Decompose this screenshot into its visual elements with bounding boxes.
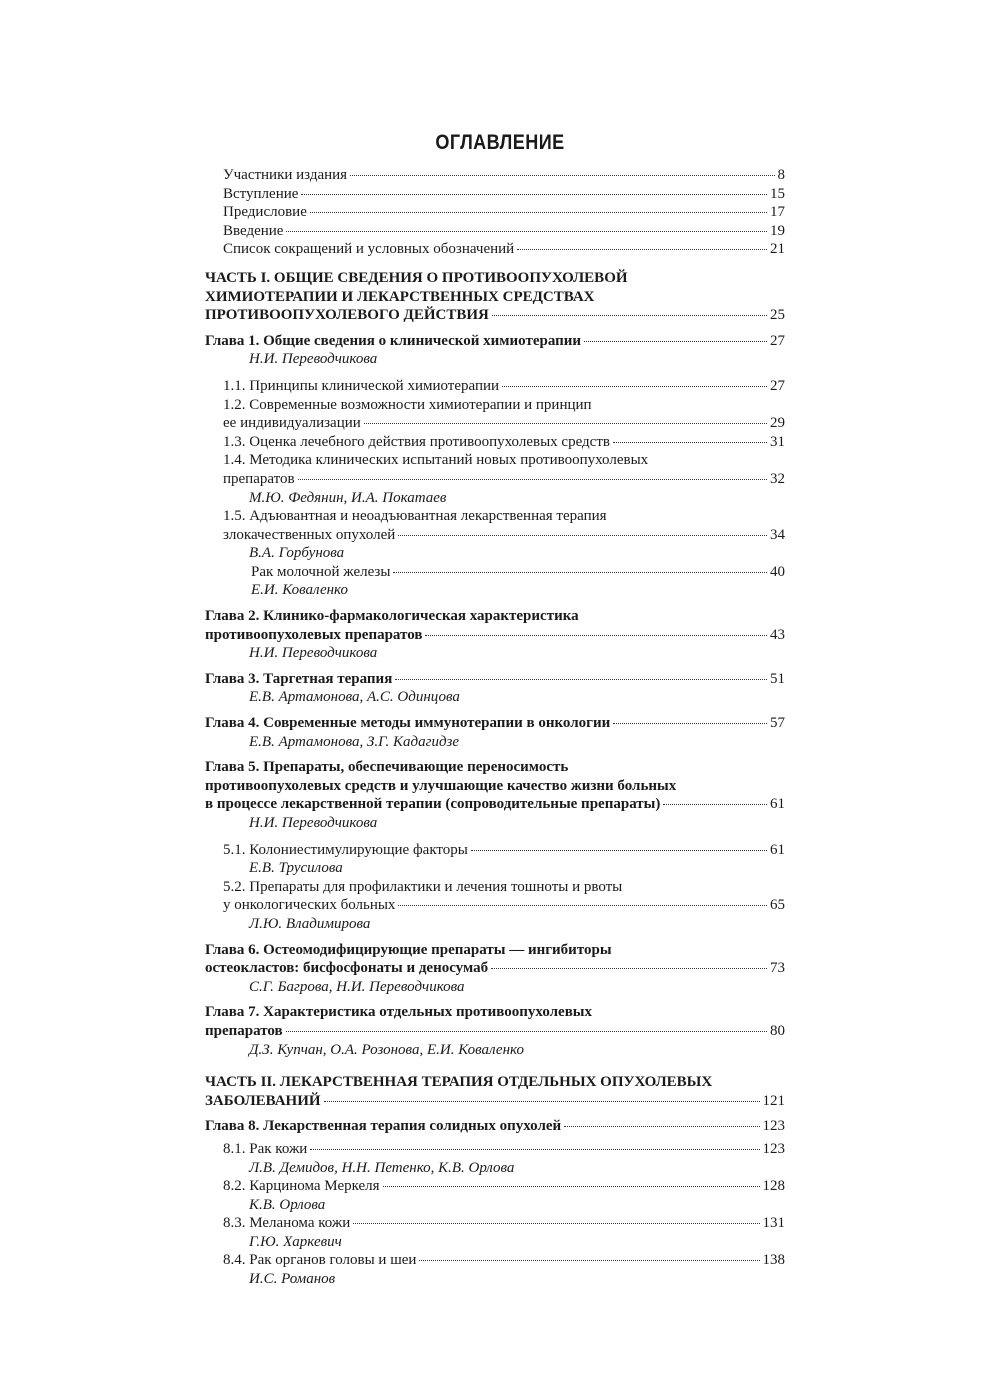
- leader-dots: [613, 723, 767, 724]
- leader-dots: [613, 442, 767, 443]
- toc-page-number: 43: [770, 626, 785, 643]
- toc-section-8-1[interactable]: [205, 1140, 785, 1177]
- toc-entry-intro[interactable]: [205, 185, 785, 204]
- chapter-author: Д.З. Купчан, О.А. Розонова, Е.И. Коваленко: [249, 1041, 524, 1058]
- section-title: 8.4. Рак органов головы и шеи: [223, 1252, 417, 1269]
- section-author: Е.В. Трусилова: [249, 860, 343, 877]
- toc-page-number: 19: [770, 222, 785, 239]
- leader-dots: [663, 804, 767, 805]
- toc-chapter-1[interactable]: [205, 332, 785, 369]
- chapter-title: Глава 1. Общие сведения о клинической химиотерапии: [205, 332, 582, 349]
- leader-dots: [301, 194, 767, 195]
- toc-page-number: 61: [770, 796, 785, 813]
- chapter-title-line: в процессе лекарственной терапии (сопроводительные препараты): [205, 796, 661, 813]
- chapter-author: Е.В. Артамонова, З.Г. Кадагидзе: [249, 733, 460, 750]
- toc-entry-label: Участники издания: [223, 167, 348, 183]
- leader-dots: [350, 175, 774, 176]
- chapter-title: Глава 3. Таргетная терапия: [205, 670, 393, 687]
- toc-section-8-2[interactable]: [205, 1177, 785, 1214]
- chapter-title-line: противоопухолевых препаратов: [205, 626, 423, 643]
- chapter-title-line: противоопухолевых средств и улучшающие качество жизни больных: [205, 777, 677, 794]
- section-title: 8.2. Карцинома Меркеля: [223, 1178, 380, 1195]
- section-author: Е.И. Коваленко: [251, 582, 349, 599]
- leader-dots: [286, 1031, 767, 1032]
- toc-section-1-4[interactable]: [205, 451, 785, 507]
- leader-dots: [298, 479, 767, 480]
- leader-dots: [286, 231, 767, 232]
- toc-page-number: 138: [762, 1252, 785, 1269]
- toc-section-1-5[interactable]: [205, 507, 785, 563]
- leader-dots: [310, 212, 767, 213]
- chapter-title-line: Глава 2. Клинико-фармакологическая характеристика: [205, 608, 579, 625]
- section-author: Г.Ю. Харкевич: [249, 1233, 342, 1250]
- toc-section-1-1[interactable]: [205, 377, 785, 396]
- toc-chapter-7[interactable]: [205, 1003, 785, 1059]
- toc-page-number: 73: [770, 960, 785, 977]
- part-title-line: ЧАСТЬ II. ЛЕКАРСТВЕННАЯ ТЕРАПИЯ ОТДЕЛЬНЫХ ОПУХОЛЕВЫХ: [205, 1074, 713, 1091]
- section-author: В.А. Горбунова: [249, 545, 345, 562]
- toc-chapter-5[interactable]: [205, 758, 785, 832]
- toc-page-number: 121: [762, 1092, 785, 1109]
- leader-dots: [310, 1149, 759, 1150]
- section-author: И.С. Романов: [249, 1271, 336, 1288]
- chapter-author: Н.И. Переводчикова: [249, 645, 378, 662]
- leader-dots: [393, 572, 767, 573]
- toc-entry-participants[interactable]: [205, 166, 785, 185]
- section-title: 8.1. Рак кожи: [223, 1140, 308, 1157]
- chapter-title: Глава 8. Лекарственная терапия солидных опухолей: [205, 1118, 562, 1135]
- chapter-title-line: остеокластов: бисфосфонаты и деносумаб: [205, 960, 489, 977]
- leader-dots: [517, 249, 767, 250]
- toc-entry-label: Предисловие: [223, 204, 307, 221]
- toc-chapter-6[interactable]: [205, 941, 785, 997]
- section-title-line: злокачественных опухолей: [223, 526, 396, 543]
- chapter-title-line: препаратов: [205, 1022, 283, 1039]
- toc-page-number: 27: [770, 377, 785, 394]
- toc-section-8-4[interactable]: [205, 1251, 785, 1288]
- toc-page-number: 57: [770, 715, 785, 732]
- part-title-line: ЧАСТЬ I. ОБЩИЕ СВЕДЕНИЯ О ПРОТИВООПУХОЛЕВОЙ: [205, 269, 628, 286]
- toc-page-number: 123: [762, 1140, 785, 1157]
- leader-dots: [471, 850, 767, 851]
- toc-section-8-3[interactable]: [205, 1214, 785, 1251]
- toc-entry-introduction[interactable]: [205, 222, 785, 241]
- toc-page-number: 65: [770, 897, 785, 914]
- chapter-author: Н.И. Переводчикова: [249, 351, 378, 368]
- toc-page-number: 8: [777, 167, 785, 183]
- section-title: 1.3. Оценка лечебного действия противоопухолевых средств: [223, 433, 610, 450]
- toc-chapter-8[interactable]: [205, 1117, 785, 1136]
- section-title-line: 1.2. Современные возможности химиотерапии и принцип: [223, 396, 592, 413]
- chapter-title: Глава 4. Современные методы иммунотерапии в онкологии: [205, 715, 611, 732]
- section-author: К.В. Орлова: [249, 1196, 326, 1213]
- toc-page-number: 131: [762, 1215, 785, 1232]
- toc-page-number: 128: [762, 1178, 785, 1195]
- toc-part-2[interactable]: [205, 1073, 785, 1110]
- toc-chapter-4[interactable]: [205, 714, 785, 751]
- section-title-line: у онкологических больных: [223, 897, 396, 914]
- toc-page-number: 32: [770, 470, 785, 487]
- toc-subsection-breast-cancer[interactable]: [205, 563, 785, 600]
- toc-page-number: 25: [770, 307, 785, 324]
- leader-dots: [383, 1186, 760, 1187]
- leader-dots: [564, 1126, 759, 1127]
- section-title-line: 1.5. Адъювантная и неоадъювантная лекарственная терапия: [223, 508, 607, 525]
- part-title-line: ЗАБОЛЕВАНИЙ: [205, 1092, 321, 1109]
- leader-dots: [324, 1101, 760, 1102]
- toc-page-number: 27: [770, 332, 785, 349]
- leader-dots: [425, 635, 767, 636]
- leader-dots: [491, 968, 767, 969]
- toc-chapter-2[interactable]: [205, 607, 785, 663]
- part-title-line: ХИМИОТЕРАПИИ И ЛЕКАРСТВЕННЫХ СРЕДСТВАХ: [205, 288, 595, 305]
- toc-page-number: 17: [770, 204, 785, 221]
- toc-section-5-2[interactable]: [205, 878, 785, 934]
- section-author: Л.Ю. Владимирова: [249, 915, 371, 932]
- leader-dots: [398, 535, 767, 536]
- section-title-line: ее индивидуализации: [223, 415, 361, 432]
- toc-part-1[interactable]: [205, 269, 785, 325]
- toc-page-number: 123: [762, 1118, 785, 1135]
- table-of-contents: [205, 166, 785, 1289]
- chapter-title-line: Глава 5. Препараты, обеспечивающие переносимость: [205, 759, 569, 776]
- toc-page-number: 34: [770, 526, 785, 543]
- chapter-author: Е.В. Артамонова, А.С. Одинцова: [249, 689, 460, 706]
- toc-page-number: 29: [770, 415, 785, 432]
- leader-dots: [584, 341, 767, 342]
- toc-entry-preface[interactable]: [205, 203, 785, 222]
- section-author: М.Ю. Федянин, И.А. Покатаев: [249, 489, 447, 506]
- leader-dots: [502, 386, 767, 387]
- toc-section-1-2[interactable]: [205, 396, 785, 433]
- toc-section-1-3[interactable]: [205, 433, 785, 452]
- section-title: 8.3. Меланома кожи: [223, 1215, 351, 1232]
- toc-entry-abbreviations[interactable]: [205, 240, 785, 259]
- page-title: ОГЛАВЛЕНИЕ: [435, 131, 565, 154]
- section-author: Л.В. Демидов, Н.Н. Петенко, К.В. Орлова: [249, 1159, 515, 1176]
- leader-dots: [364, 423, 767, 424]
- section-title: Рак молочной железы: [251, 563, 391, 580]
- leader-dots: [492, 315, 767, 316]
- section-title-line: 5.2. Препараты для профилактики и лечения тошноты и рвоты: [223, 878, 623, 895]
- section-title: 5.1. Колониестимулирующие факторы: [223, 841, 468, 858]
- toc-section-5-1[interactable]: [205, 841, 785, 878]
- toc-page-number: 21: [770, 241, 785, 258]
- leader-dots: [395, 679, 767, 680]
- chapter-author: С.Г. Багрова, Н.И. Переводчикова: [249, 978, 465, 995]
- part-title-line: ПРОТИВООПУХОЛЕВОГО ДЕЙСТВИЯ: [205, 307, 489, 324]
- leader-dots: [398, 905, 767, 906]
- toc-chapter-3[interactable]: [205, 670, 785, 707]
- toc-entry-label: Список сокращений и условных обозначений: [223, 241, 515, 258]
- toc-page-number: 40: [770, 563, 785, 580]
- toc-page-number: 80: [770, 1022, 785, 1039]
- leader-dots: [353, 1223, 759, 1224]
- toc-page-number: 15: [770, 185, 785, 202]
- toc-page-number: 31: [770, 433, 785, 450]
- section-title: 1.1. Принципы клинической химиотерапии: [223, 377, 500, 394]
- chapter-author: Н.И. Переводчикова: [249, 815, 378, 831]
- toc-entry-label: Введение: [223, 222, 284, 239]
- chapter-title-line: Глава 6. Остеомодифицирующие препараты — ингибиторы: [205, 941, 612, 958]
- section-title-line: препаратов: [223, 470, 295, 487]
- toc-page-number: 61: [770, 841, 785, 858]
- toc-page-number: 51: [770, 670, 785, 687]
- leader-dots: [419, 1260, 759, 1261]
- toc-entry-label: Вступление: [223, 185, 299, 202]
- section-title-line: 1.4. Методика клинических испытаний новых противоопухолевых: [223, 452, 649, 469]
- chapter-title-line: Глава 7. Характеристика отдельных противоопухолевых: [205, 1004, 593, 1021]
